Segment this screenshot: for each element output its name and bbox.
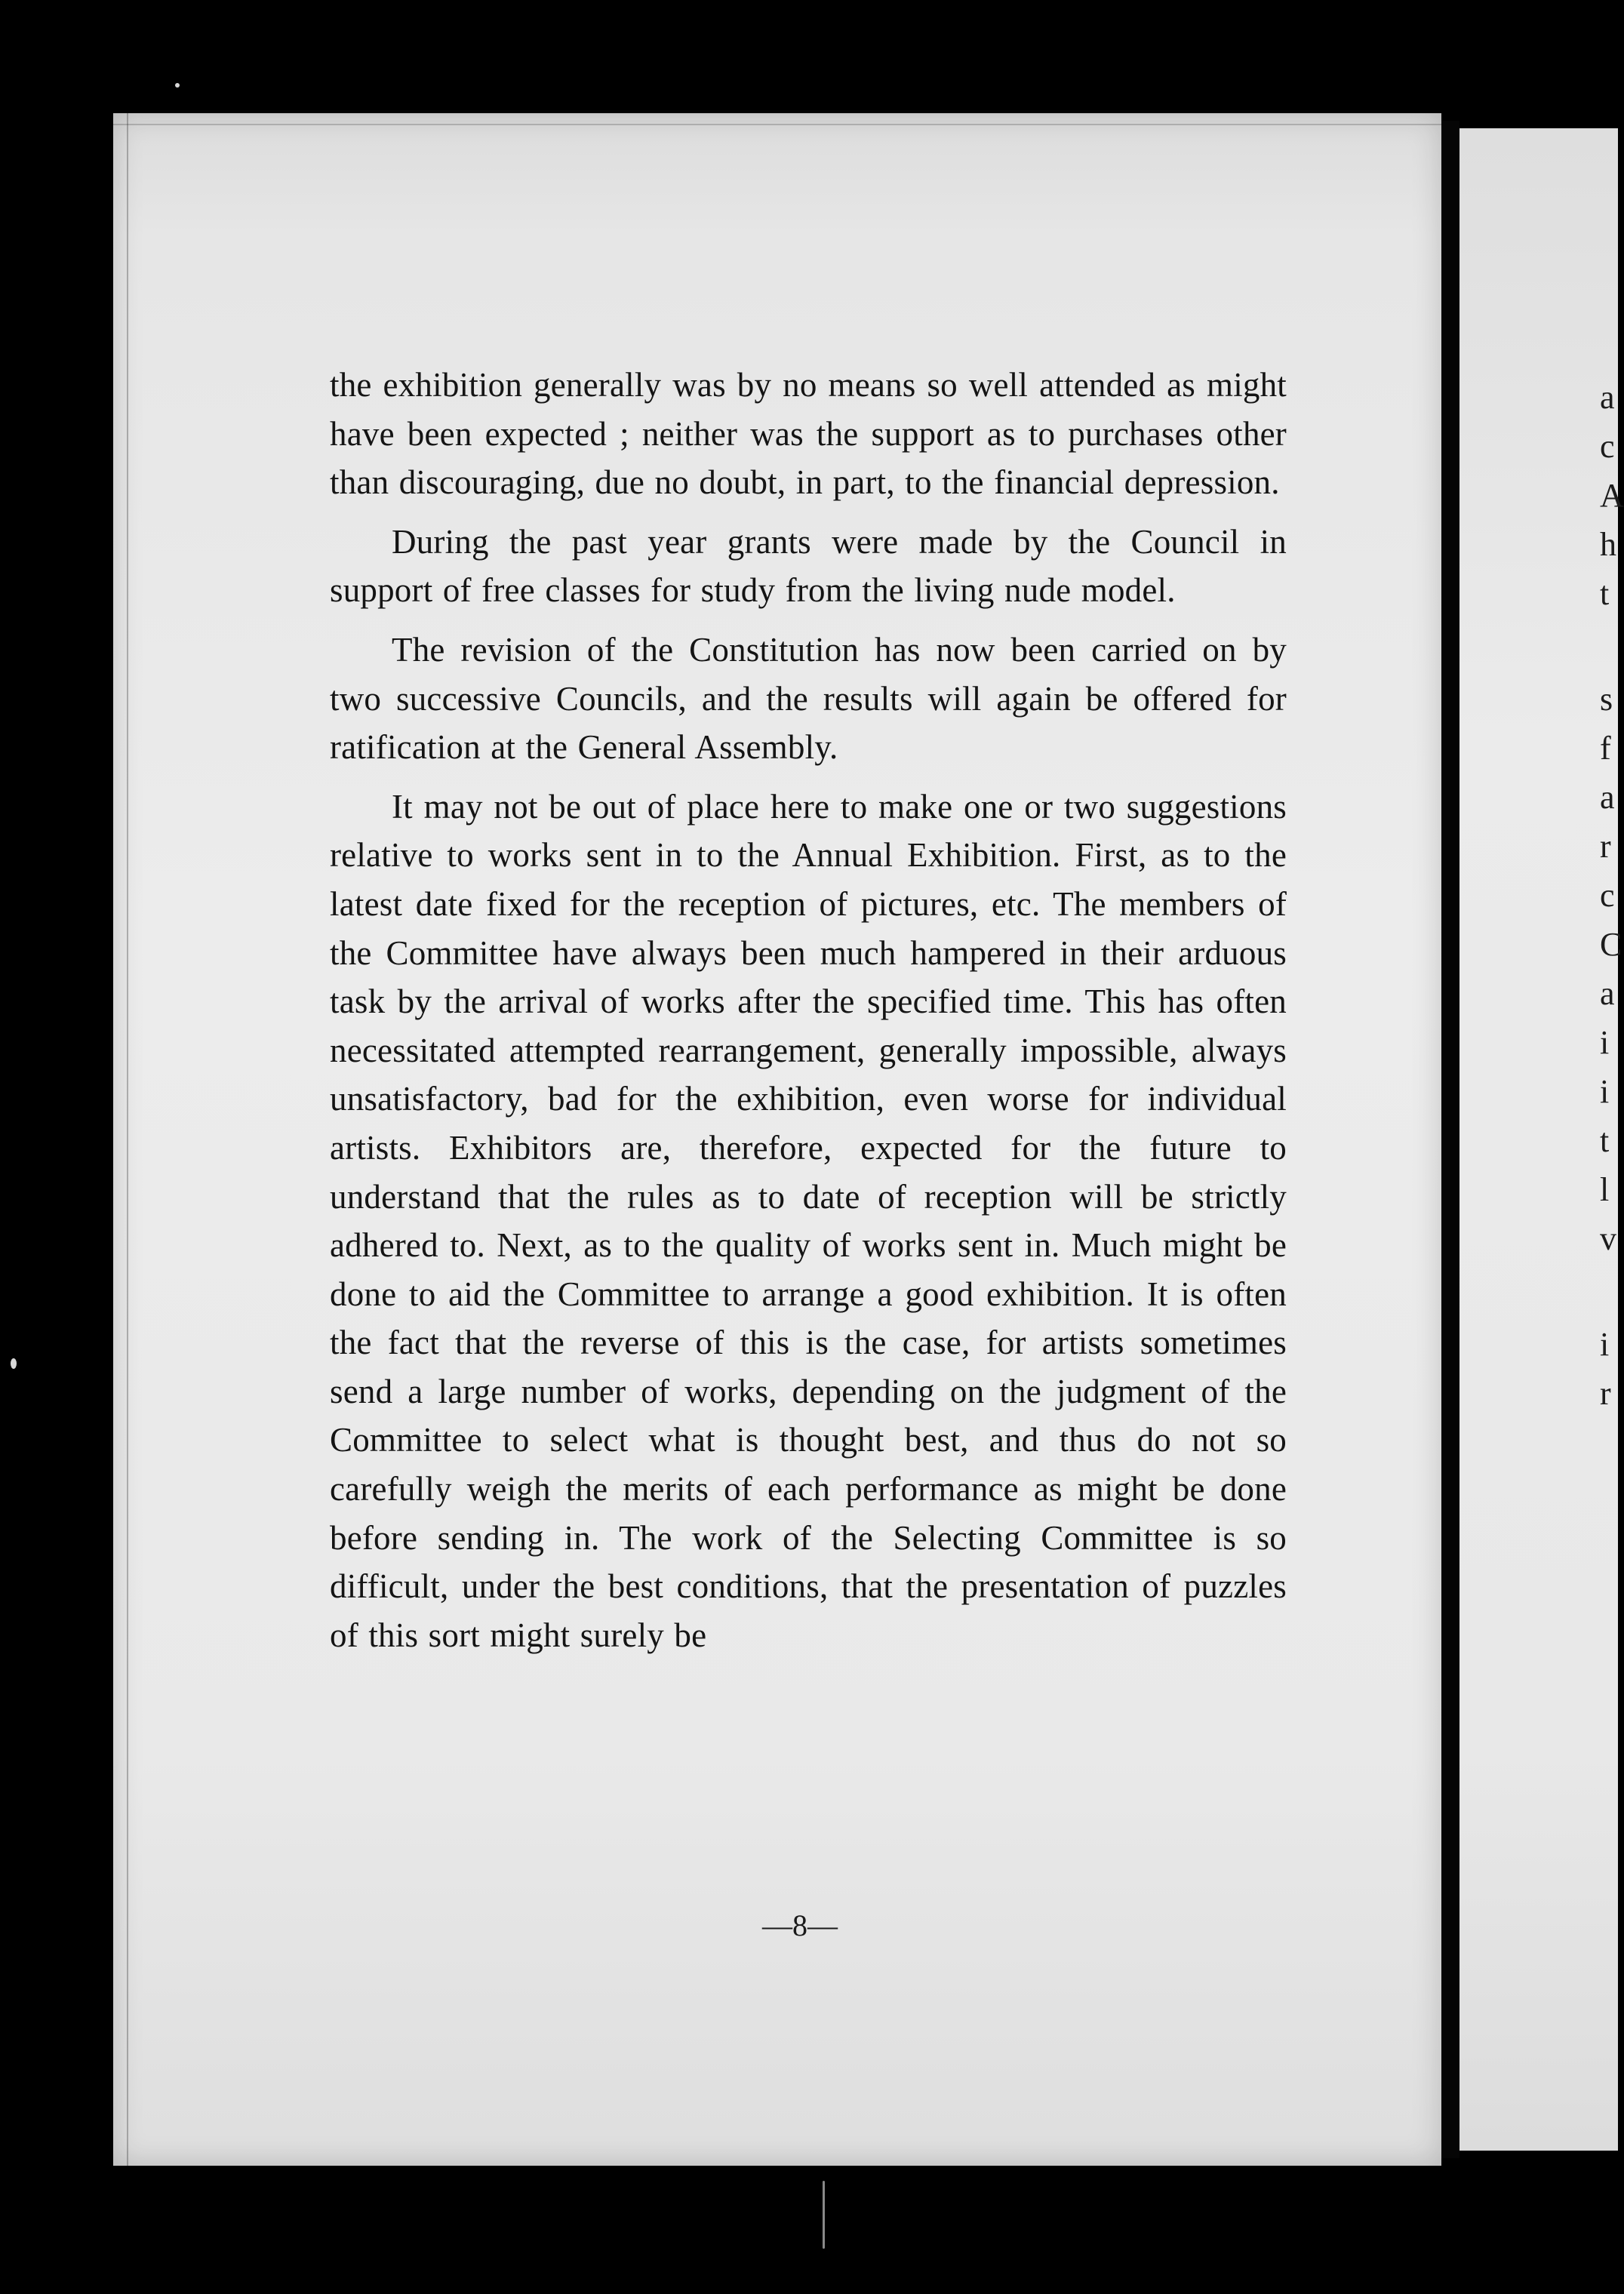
right-page-edge bbox=[1459, 128, 1618, 2151]
right-fragment: r bbox=[1600, 828, 1611, 865]
right-fragment: c bbox=[1600, 428, 1615, 465]
right-fragment: a bbox=[1600, 379, 1615, 416]
right-fragment: h bbox=[1600, 526, 1616, 563]
right-fragment: t bbox=[1600, 1122, 1610, 1159]
right-fragment: c bbox=[1600, 877, 1615, 914]
page-gutter bbox=[1441, 121, 1459, 2158]
scan-speck bbox=[175, 83, 180, 88]
right-fragment: l bbox=[1600, 1171, 1610, 1208]
page-number: —8— bbox=[762, 1908, 838, 1942]
right-fragment: i bbox=[1600, 1326, 1610, 1363]
right-fragment: A bbox=[1600, 477, 1624, 514]
scan-speck bbox=[11, 1358, 17, 1369]
right-fragment: a bbox=[1600, 779, 1615, 816]
scan-speck bbox=[823, 2181, 825, 2249]
right-fragment: a bbox=[1600, 975, 1615, 1012]
right-fragment: r bbox=[1600, 1375, 1611, 1412]
right-fragment: f bbox=[1600, 730, 1611, 767]
paragraph-3: The revision of the Constitution has now been carried on by two successive Councils, and the results will again be offered for ratification at the General Assembly. bbox=[330, 630, 1287, 767]
paragraph-1: the exhibition generally was by no means so well attended as might have been expected ; neither was the support as to purchases other than discouraging, due no doubt, in part, to the financial depression. bbox=[330, 366, 1287, 502]
right-fragment: i bbox=[1600, 1073, 1610, 1110]
right-fragment: v bbox=[1600, 1220, 1616, 1257]
right-fragment: C bbox=[1600, 926, 1622, 963]
body-text bbox=[330, 361, 1287, 1659]
paragraph-2: During the past year grants were made by the Council in support of free classes for study from the living nude model. bbox=[330, 522, 1287, 610]
paragraph-4: It may not be out of place here to make one or two suggestions relative to works sent in to the Annual Exhibition. First, as to the latest date fixed for the reception of pictures, etc. The members of the Committee have always been much hampered in their arduous task by the arrival of works after the specified time. This has often necessitated attempted rearrangement, generally impossible, always unsatisfactory, bad for the exhibition, even worse for individual artists. Exhibitors are, therefore, expected for the future to understand that the rules as to date of reception will be strictly adhered to. Next, as to the quality of works sent in. Much might be done to aid the Committee to arrange a good exhibition. It is often the fact that the reverse of this is the case, for artists sometimes send a large number of works, depending on the judgment of the Committee to select what is thought best, and thus do not so carefully weigh the merits of each performance as might be done before sending in. The work of the Selecting Committee is so difficult, under the best conditions, that the presentation of puzzles of this sort might surely be bbox=[330, 787, 1287, 1654]
right-fragment: i bbox=[1600, 1024, 1610, 1061]
right-fragment: t bbox=[1600, 575, 1610, 612]
right-fragment: s bbox=[1600, 681, 1613, 718]
